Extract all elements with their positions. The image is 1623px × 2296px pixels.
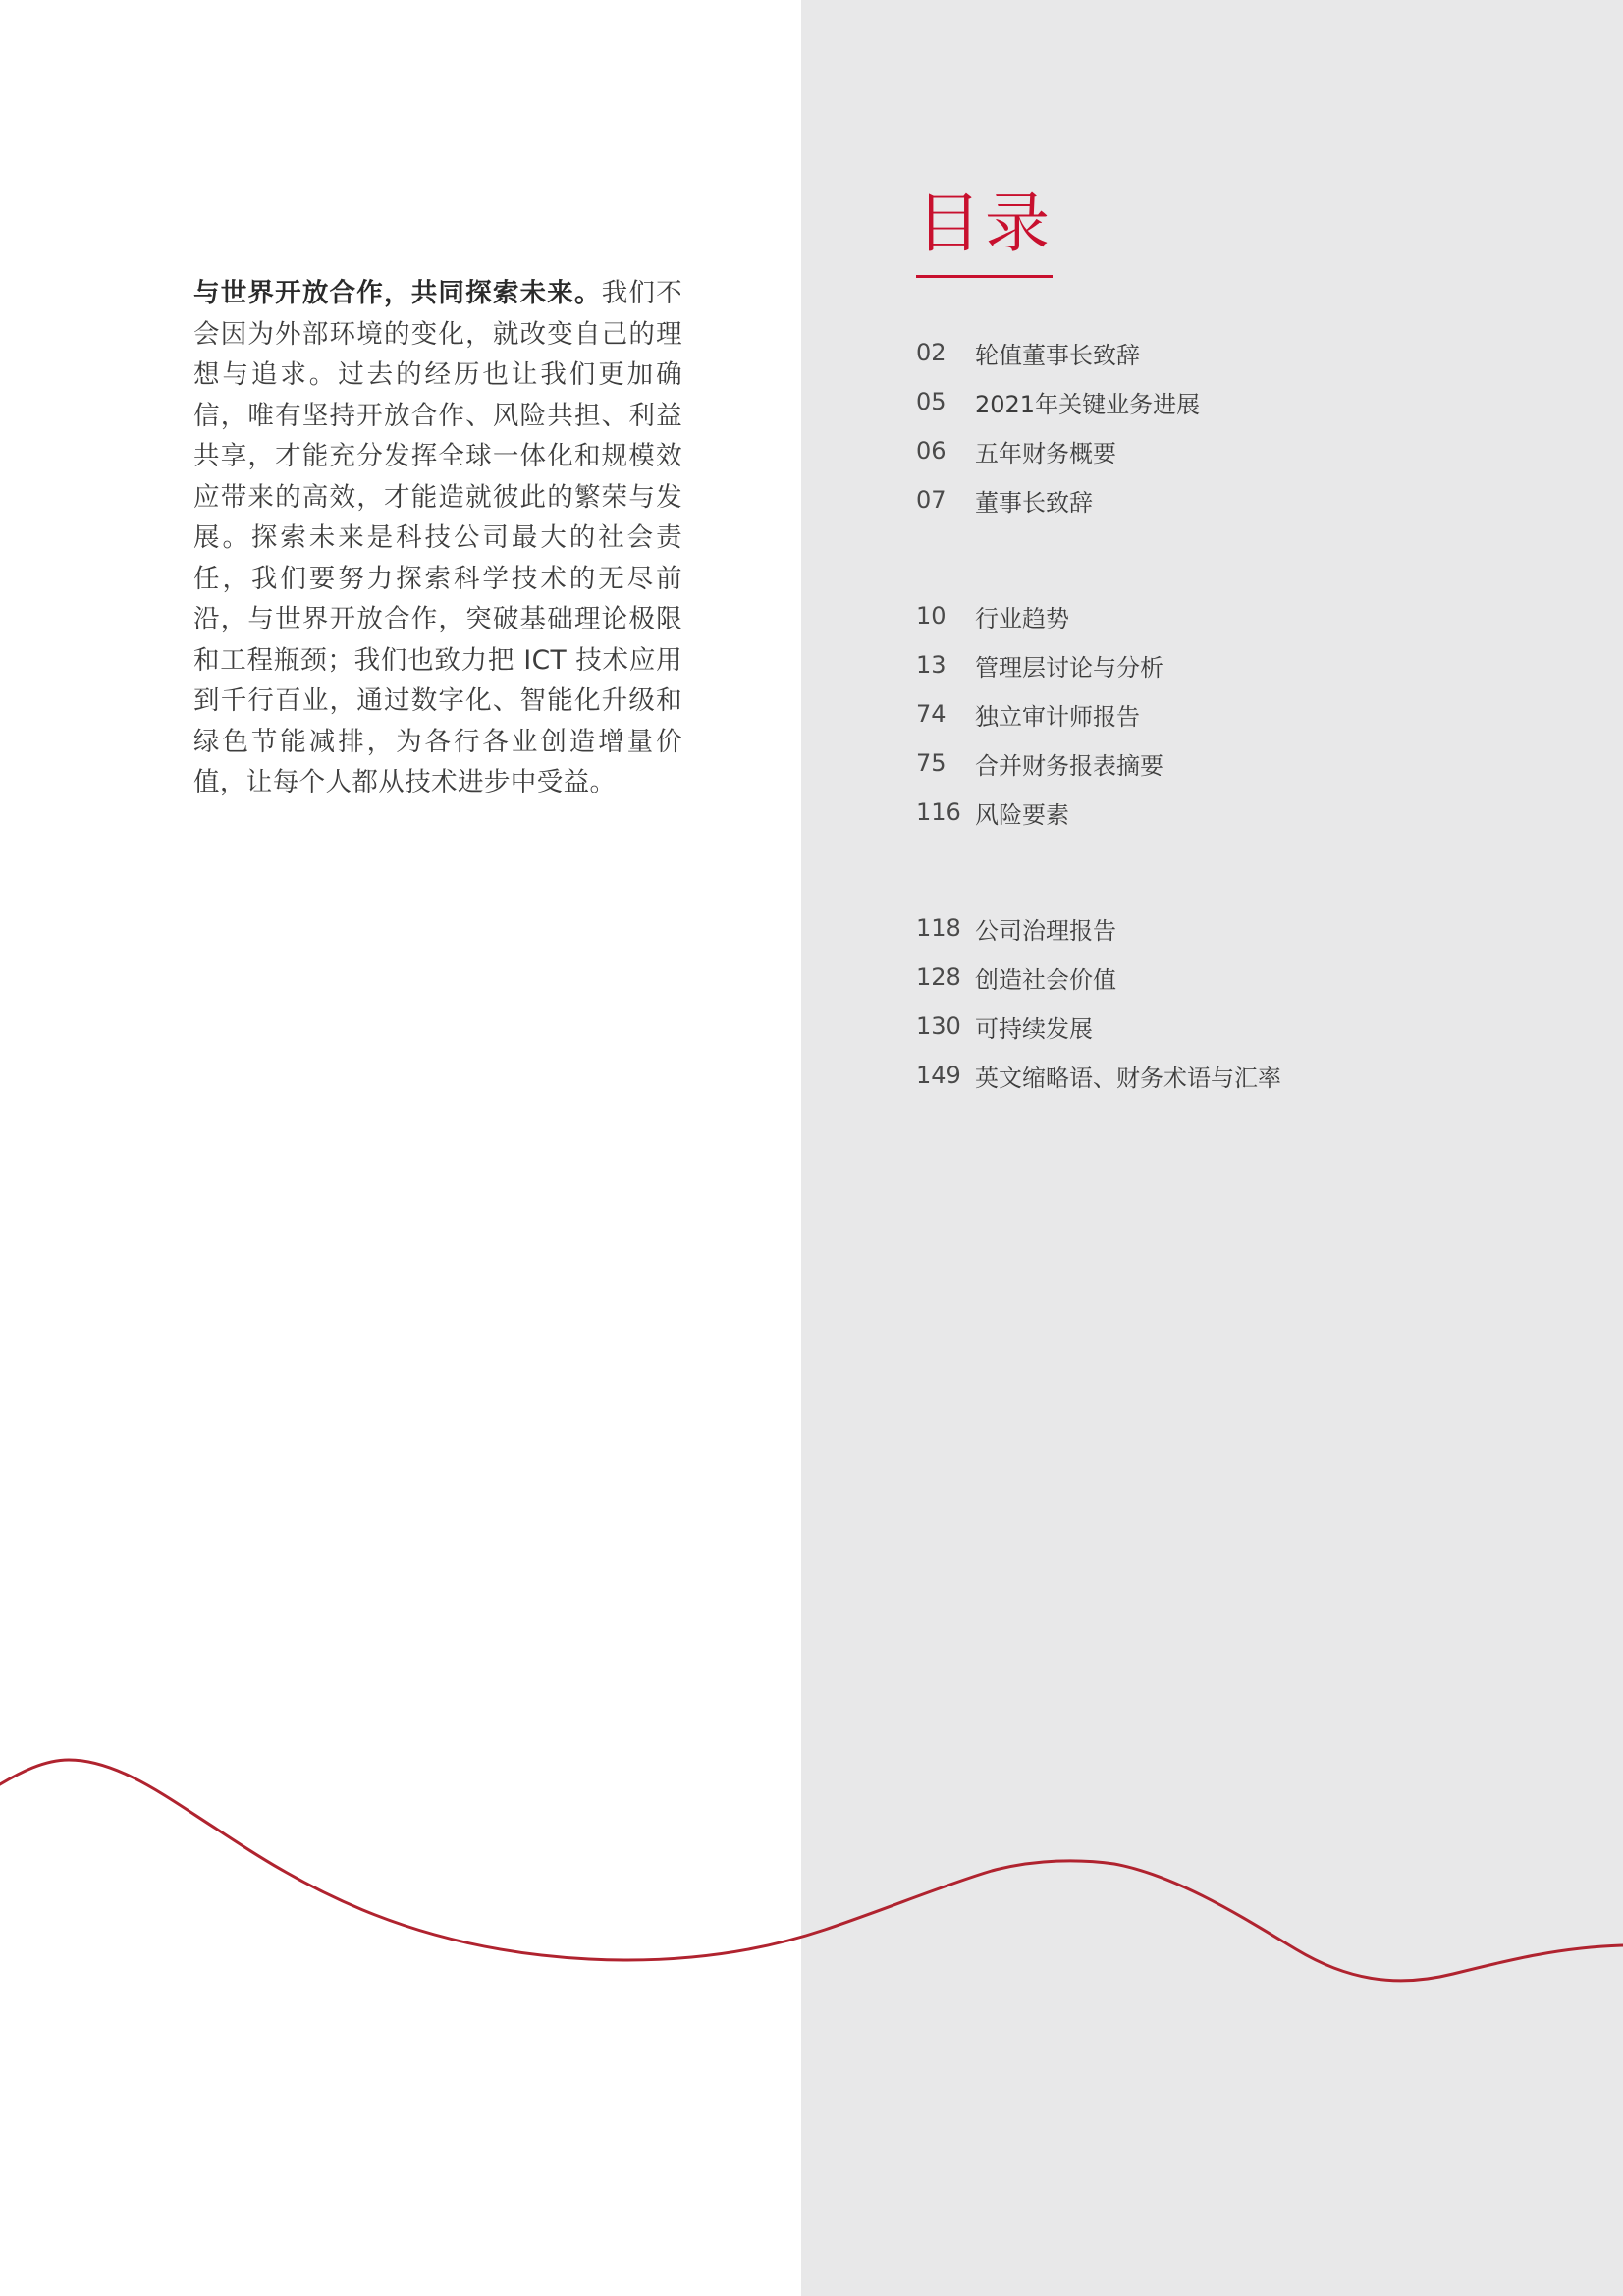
- toc-item-title: 五年财务概要: [975, 439, 1116, 467]
- toc-page-number: 75: [916, 749, 947, 777]
- toc-page-number: 02: [916, 339, 947, 366]
- toc-item-title: 轮值董事长致辞: [975, 341, 1140, 369]
- toc-page-number: 05: [916, 388, 947, 415]
- toc-title: 目录: [916, 186, 1054, 261]
- toc-item-title: 合并财务报表摘要: [975, 751, 1163, 780]
- toc-page-number: 13: [916, 651, 947, 679]
- toc-page-number: 74: [916, 700, 947, 728]
- toc-page-number: 130: [916, 1012, 961, 1040]
- toc-page-number: 128: [916, 963, 961, 991]
- toc-page-number: 118: [916, 914, 961, 942]
- toc-page-number: 07: [916, 486, 947, 514]
- toc-item-title: 公司治理报告: [975, 916, 1116, 945]
- toc-item-title: 独立审计师报告: [975, 702, 1140, 731]
- toc-item-title: 董事长致辞: [975, 488, 1093, 517]
- toc-item-title: 2021年关键业务进展: [975, 390, 1201, 418]
- toc-item-title: 英文缩略语、财务术语与汇率: [975, 1064, 1281, 1092]
- toc-item-title: 管理层讨论与分析: [975, 653, 1163, 682]
- intro-body: 我们不会因为外部环境的变化，就改变自己的理想与追求。过去的经历也让我们更加确信，唯有坚持开放合作、风险共担、利益共享，才能充分发挥全球一体化和规模效应带来的高效，才能造就彼此的繁荣与发展。探索未来是科技公司最大的社会责任，我们要努力探索科学技术的无尽前沿，与世界开放合作，突破基础理论极限和工程瓶颈；我们也致力把 ICT 技术应用到千行百业，通过数字化、智能化升级和绿色节能减排，为各行各业创造增量价值，让每个人都从技术进步中受益。: [193, 278, 683, 797]
- toc-page-number: 149: [916, 1062, 961, 1089]
- toc-item-title: 行业趋势: [975, 604, 1069, 632]
- toc-item-title: 风险要素: [975, 800, 1069, 829]
- toc-page-number: 06: [916, 437, 947, 465]
- toc-page-number: 116: [916, 798, 961, 826]
- intro-lead: 与世界开放合作，共同探索未来。: [193, 278, 602, 308]
- toc-page-number: 10: [916, 602, 947, 629]
- toc-item-title: 可持续发展: [975, 1014, 1093, 1043]
- toc-item-title: 创造社会价值: [975, 965, 1116, 994]
